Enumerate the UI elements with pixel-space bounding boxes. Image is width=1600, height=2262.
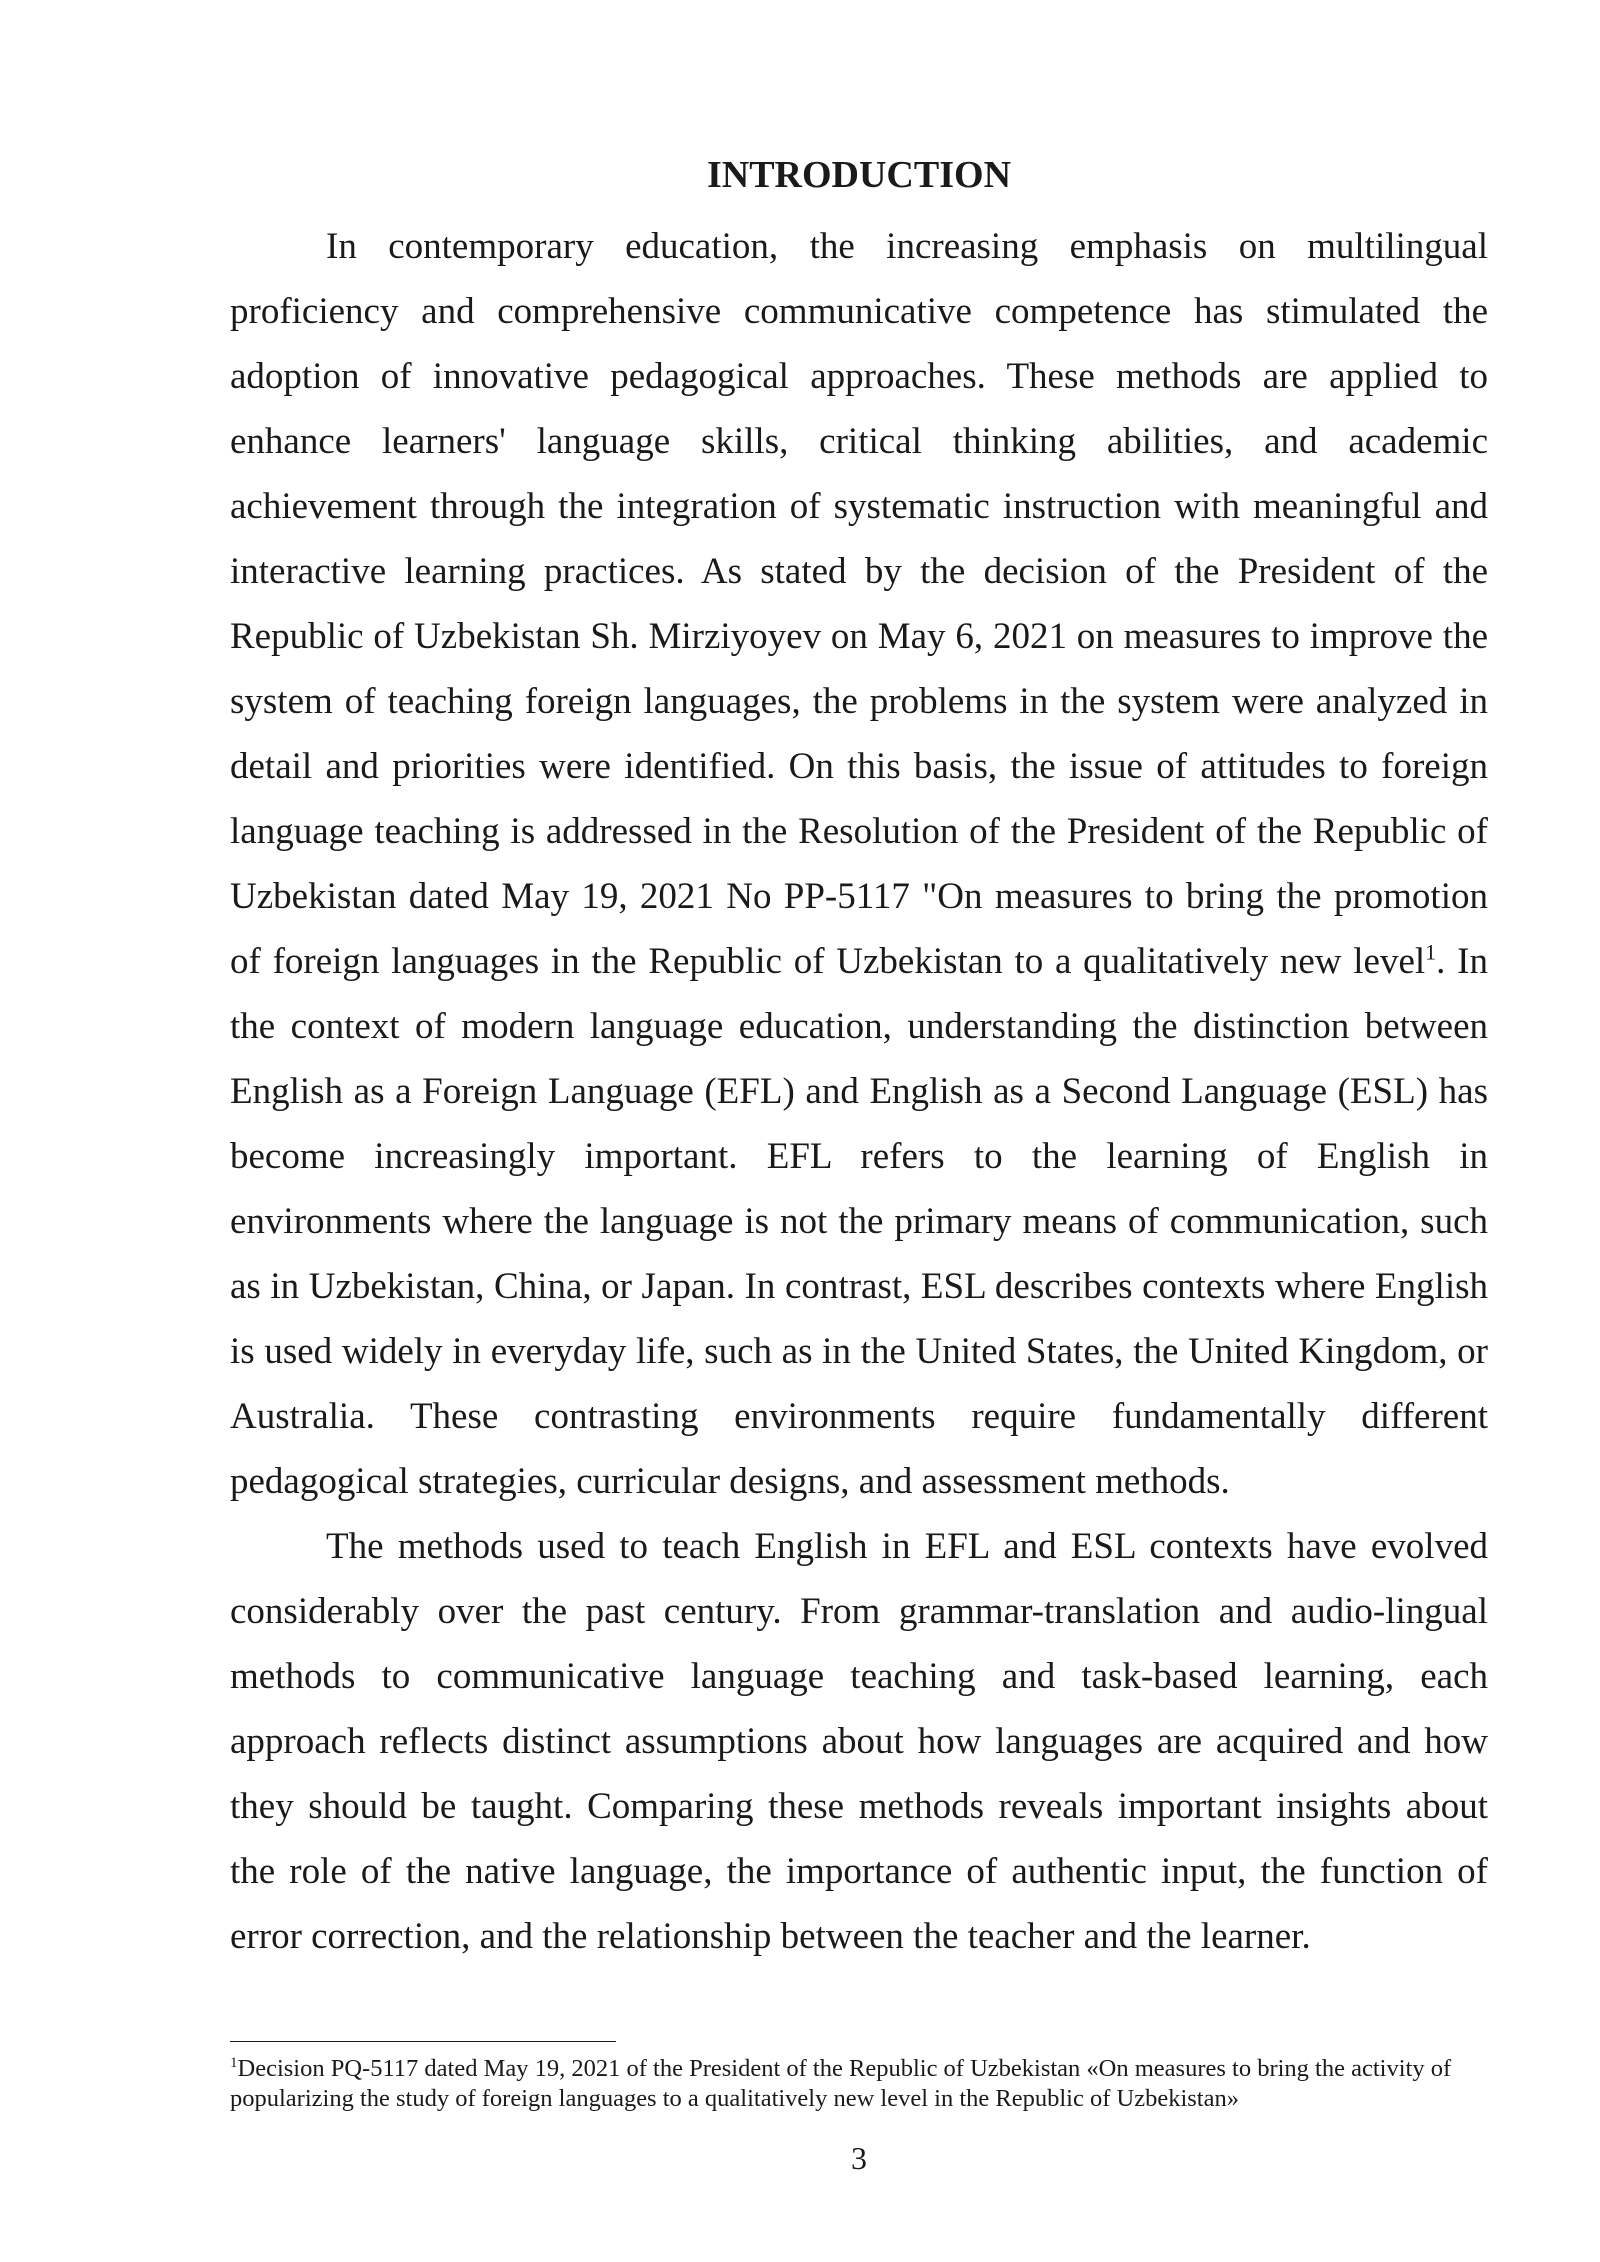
paragraph-2: The methods used to teach English in EFL and ESL contexts have evolved considerably over the past century. From grammar-translation and audio-lingual methods to communicative language teaching and task-based learning, each approach reflects distinct assumptions about how languages are acquired and how they should be taught. Comparing these methods reveals important insights about the role of the native language, the importance of authentic input, the function of error correction, and the relationship between the teacher and the learner. <box>230 1526 1488 1957</box>
footnote-separator <box>230 2041 616 2042</box>
page-number: 3 <box>851 2140 867 2176</box>
footnote-reference[interactable]: 1 <box>1425 939 1437 965</box>
footnote <box>230 2054 1488 2114</box>
paragraph-1-text-continued: . In the context of modern language education, understanding the distinction between English as a Foreign Language (EFL) and English as a Second Language (ESL) has become increasingly important. EFL refers to the learning of English in environments where the language is not the primary means of communication, such as in Uzbekistan, China, or Japan. In contrast, ESL describes contexts where English is used widely in everyday life, such as in the United States, the United Kingdom, or Australia. These contrasting environments require fundamentally different pedagogical strategies, curricular designs, and assessment methods. <box>230 941 1488 1502</box>
footnote-marker: 1 <box>230 2054 238 2071</box>
paragraph-1 <box>230 214 1488 1514</box>
paragraph-1-text: In contemporary education, the increasing emphasis on multilingual proficiency and comprehensive communicative competence has stimulated the adoption of innovative pedagogical approaches. These methods are applied to enhance learners' language skills, critical thinking abilities, and academic achievement through the integration of systematic instruction with meaningful and interactive learning practices. As stated by the decision of the President of the Republic of Uzbekistan Sh. Mirziyoyev on May 6, 2021 on measures to improve the system of teaching foreign languages, the problems in the system were analyzed in detail and priorities were identified. On this basis, the issue of attitudes to foreign language teaching is addressed in the Resolution of the President of the Republic of Uzbekistan dated May 19, 2021 No PP-5117 "On measures to bring the promotion of foreign languages in the Republic of Uzbekistan to a qualitatively new level <box>230 226 1488 982</box>
document-body <box>230 148 1488 1969</box>
footnote-text: Decision PQ-5117 dated May 19, 2021 of the President of the Republic of Uzbekistan «On measures to bring the activity of popularizing the study of foreign languages to a qualitatively new level in the Republic of Uzbekistan» <box>230 2055 1452 2112</box>
section-heading: INTRODUCTION <box>706 154 1012 196</box>
